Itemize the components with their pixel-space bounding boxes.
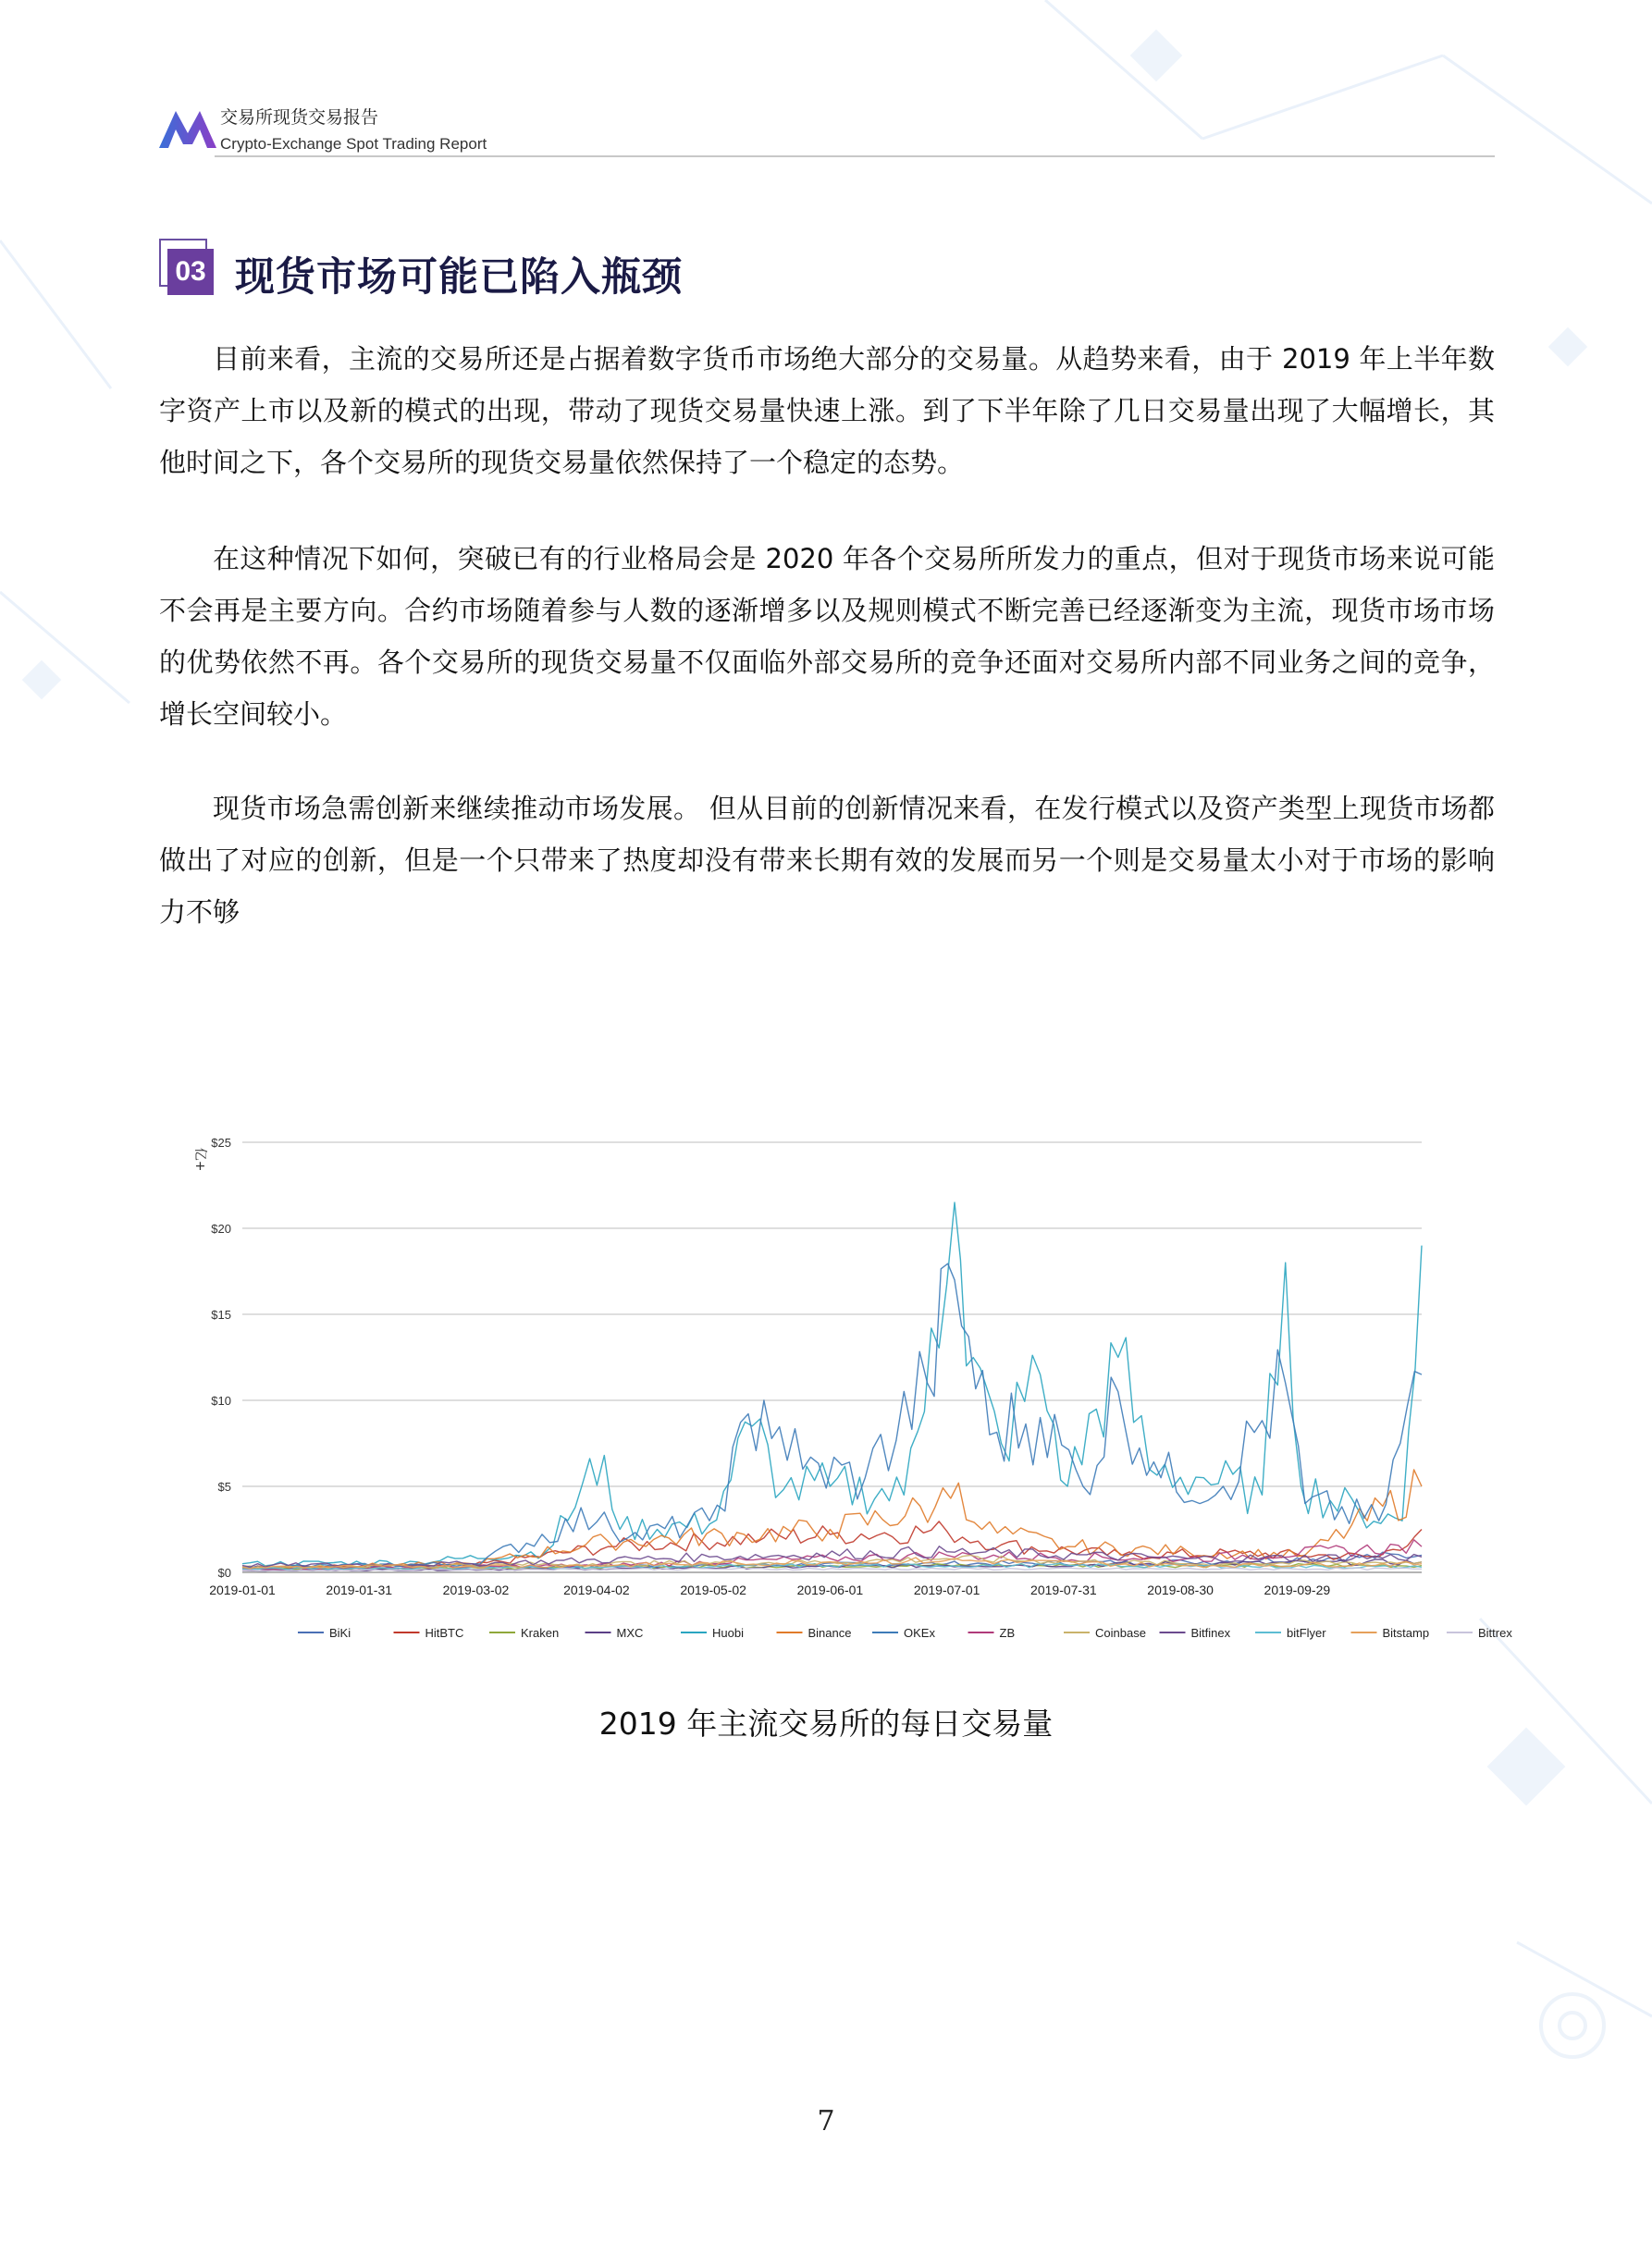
- y-tick-label: $20: [211, 1222, 231, 1236]
- section-title: 现货市场可能已陷入瓶颈: [235, 254, 683, 301]
- x-tick-label: 2019-07-01: [913, 1583, 980, 1597]
- y-tick-label: $25: [211, 1136, 231, 1150]
- series-line-huobi: [242, 1202, 1422, 1566]
- page-number: 7: [817, 2105, 835, 2137]
- legend-label-bitfinex: Bitfinex: [1190, 1626, 1231, 1640]
- x-tick-label: 2019-06-01: [796, 1583, 864, 1597]
- legend-label-zb: ZB: [999, 1626, 1016, 1640]
- legend-label-biki: BiKi: [329, 1626, 351, 1640]
- report-title-cn: 交易所现货交易报告: [220, 107, 379, 128]
- legend-label-huobi: Huobi: [712, 1626, 744, 1640]
- legend-label-binance: Binance: [808, 1626, 852, 1640]
- section-number-badge: 03: [167, 249, 214, 295]
- x-tick-label: 2019-01-01: [209, 1583, 276, 1597]
- legend-label-okex: OKEx: [904, 1626, 935, 1640]
- paragraph-3: 现货市场急需创新来继续推动市场发展。 但从目前的创新情况来看，在发行模式以及资产类型上现货市场都做出了对应的创新，但是一个只带来了热度却没有带来长期有效的发展而另一个则是交易量太小对于市场的影响力不够: [159, 793, 1495, 928]
- legend-label-bitflyer: bitFlyer: [1287, 1626, 1326, 1640]
- mountain-logo-icon: [157, 104, 218, 152]
- report-title-en: Crypto-Exchange Spot Trading Report: [220, 135, 487, 153]
- legend-label-bitstamp: Bitstamp: [1382, 1626, 1430, 1640]
- y-tick-label: $0: [217, 1566, 231, 1580]
- legend-label-coinbase: Coinbase: [1095, 1626, 1146, 1640]
- y-tick-label: $10: [211, 1394, 231, 1408]
- legend-label-hitbtc: HitBTC: [425, 1626, 464, 1640]
- x-tick-label: 2019-03-02: [442, 1583, 510, 1597]
- y-axis-label: 亿+: [192, 1147, 207, 1172]
- x-tick-label: 2019-07-31: [1030, 1583, 1097, 1597]
- x-tick-label: 2019-01-31: [326, 1583, 393, 1597]
- header-divider: [215, 155, 1495, 157]
- x-tick-label: 2019-05-02: [680, 1583, 746, 1597]
- x-tick-label: 2019-04-02: [563, 1583, 630, 1597]
- daily-volume-line-chart: [159, 1110, 1512, 1665]
- y-tick-label: $5: [217, 1480, 231, 1494]
- legend-label-kraken: Kraken: [521, 1626, 560, 1640]
- paragraph-2: 在这种情况下如何，突破已有的行业格局会是 2020 年各个交易所所发力的重点，但对于现货市场来说可能不会再是主要方向。合约市场随着参与人数的逐渐增多以及规则模式不断完善已经逐渐变为主流，现货市场市场的优势依然不再。各个交易所的现货交易量不仅面临外部交易所的竞争还面对交易所内部不同业务之间的竞争，增长空间较小。: [159, 543, 1495, 730]
- series-line-okex: [242, 1263, 1422, 1569]
- paragraph-1: 目前来看，主流的交易所还是占据着数字货币市场绝大部分的交易量。从趋势来看，由于 2019 年上半年数字资产上市以及新的模式的出现，带动了现货交易量快速上涨。到了下半年除了几日交易量出现了大幅增长，其他时间之下，各个交易所的现货交易量依然保持了一个稳定的态势。: [159, 343, 1495, 478]
- x-tick-label: 2019-08-30: [1147, 1583, 1214, 1597]
- chart-caption: 2019 年主流交易所的每日交易量: [598, 1706, 1054, 1742]
- legend-label-mxc: MXC: [616, 1626, 644, 1640]
- y-tick-label: $15: [211, 1308, 231, 1322]
- x-tick-label: 2019-09-29: [1264, 1583, 1331, 1597]
- legend-label-bittrex: Bittrex: [1478, 1626, 1512, 1640]
